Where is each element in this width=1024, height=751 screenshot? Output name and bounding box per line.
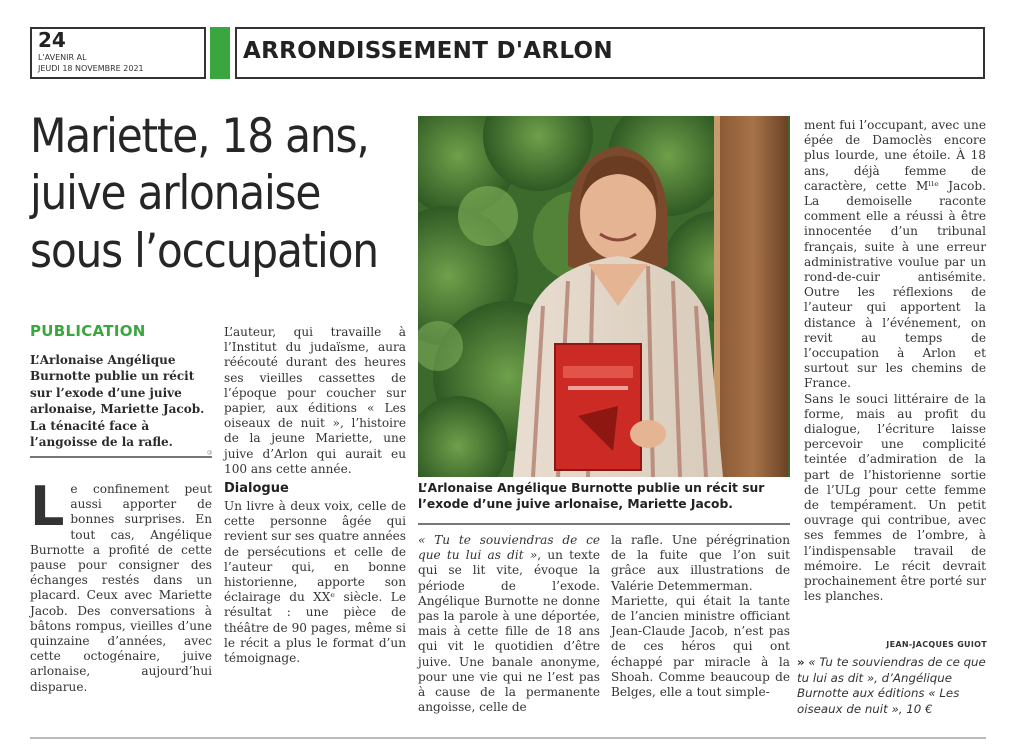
article-column-4 (611, 533, 790, 700)
article-kicker: PUBLICATION (30, 322, 146, 340)
column-4-paragraph-2: Mariette, qui était la tante de l’ancien ministre officiant Jean-Claude Jacob, n’est pas de ces héros qui ont échappé par miracle à la Shoah. Comme beaucoup de Belges, elle a tout simple- (611, 593, 790, 700)
author-byline: JEAN-JACQUES GUIOT (886, 640, 987, 649)
column-5-paragraph-1: ment fui l’occupant, avec une épée de Damoclès encore plus lourde, une étoile. À 18 ans, déjà femme de caractère, cette Mˡˡᵉ Jacob. La demoiselle raconte comment elle a réussi à être innocentée d’un tribunal français, suite à une erreur administrative voulue par un rond-de-cuir antisémite. Outre les réflexions de l’auteur qui apportent la distance à l’événement, on revit au temps de l’occupation à Arlon et surtout sur les chemins de France. (804, 118, 986, 391)
column-4-paragraph-1: la rafle. Une pérégrination de la fuite que l’on suit grâce aux illustrations de Valérie Detemmerman. (611, 533, 790, 593)
photo-credit: © (206, 448, 213, 455)
section-accent-bar (210, 27, 230, 79)
issue-date: JEUDI 18 NOVEMBRE 2021 (38, 64, 144, 73)
photo-illustration (418, 116, 790, 477)
section-title: ARRONDISSEMENT D'ARLON (243, 38, 613, 64)
photo-caption: L’Arlonaise Angélique Burnotte publie un récit sur l’exode d’une juive arlonaise, Mariette Jacob. (418, 481, 765, 511)
caption-divider (418, 523, 790, 525)
column-3-text: , un texte qui se lit vite, évoque la période de l’exode. Angélique Burnotte ne donne pas la parole à une déportée, mais à cette fille de 18 ans qui vit le quotidien d’être juive. Une banale anonyme, pour une vie qui ne l’est pas à cause de la permanente angoisse, celle de (418, 548, 600, 715)
book-title-quote: « Tu te souviendras de ce que tu lui as dit » (418, 533, 600, 563)
article-lead: L’Arlonaise Angélique Burnotte publie un récit sur l’exode d’une juive arlonaise, Mariette Jacob. La ténacité face à l’angoisse de la rafle. (30, 353, 205, 450)
book-reference-text: « Tu te souviendras de ce que tu lui as dit », d’Angélique Burnotte aux éditions « Les oiseaux de nuit », 10 € (797, 655, 986, 716)
lead-divider (30, 456, 212, 458)
article-column-2 (224, 325, 406, 666)
article-headline: Mariette, 18 ans, juive arlonaise sous l’occupation (30, 109, 378, 279)
reference-marker: » (797, 655, 805, 669)
book-reference (797, 655, 987, 717)
newspaper-name: L'AVENIR AL (38, 53, 87, 62)
column-5-paragraph-2: Sans le souci littéraire de la forme, mais au profit du dialogue, l’écriture laisse percevoir une complicité teintée d’admiration de la part de l’historienne sortie de l’ULg pour cette femme de tempérament. Un petit ouvrage qui contribue, avec ses femmes de l’ombre, à l’indispensable travail de mémoire. Le récit devrait prochainement être porté sur les planches. (804, 391, 986, 604)
column-2-paragraph-2: Un livre à deux voix, celle de cette personne âgée qui revient sur ses quatre années de persécutions et celle de l’auteur qui, en bonne historienne, apporte son éclairage du XXᵉ siècle. Le résultat : une pièce de théâtre de 90 pages, même si le récit a plus le format d’un témoignage. (224, 499, 407, 666)
column-3-paragraph (418, 533, 600, 715)
article-column-3 (418, 533, 600, 715)
page-number: 24 (38, 28, 66, 52)
subhead-dialogue: Dialogue (224, 481, 289, 497)
column-2-paragraph-1: L’auteur, qui travaille à l’Institut du judaïsme, aura réécouté durant des heures ses vieilles cassettes de l’époque pour coucher sur papier, aux éditions « Les oiseaux de nuit », l’histoire de la jeune Mariette, une juive d’Arlon qui aurait eu 100 ans cette année. (224, 325, 406, 476)
article-photo (418, 116, 790, 477)
article-column-5 (804, 118, 986, 605)
column-1-text: e confinement peut aussi apporter de bonnes surprises. En tout cas, Angélique Burnotte a profité de cette pause pour consigner des échanges restés dans un placard. Ceux avec Mariette Jacob. Des conversations à bâtons rompus, vieilles d’une quinzaine d’années, avec cette octogénaire, juive arlonaise, aujourd’hui disparue. (30, 482, 212, 694)
article-column-1 (30, 475, 212, 695)
page-bottom-rule (30, 737, 986, 739)
drop-cap: L (30, 475, 65, 538)
